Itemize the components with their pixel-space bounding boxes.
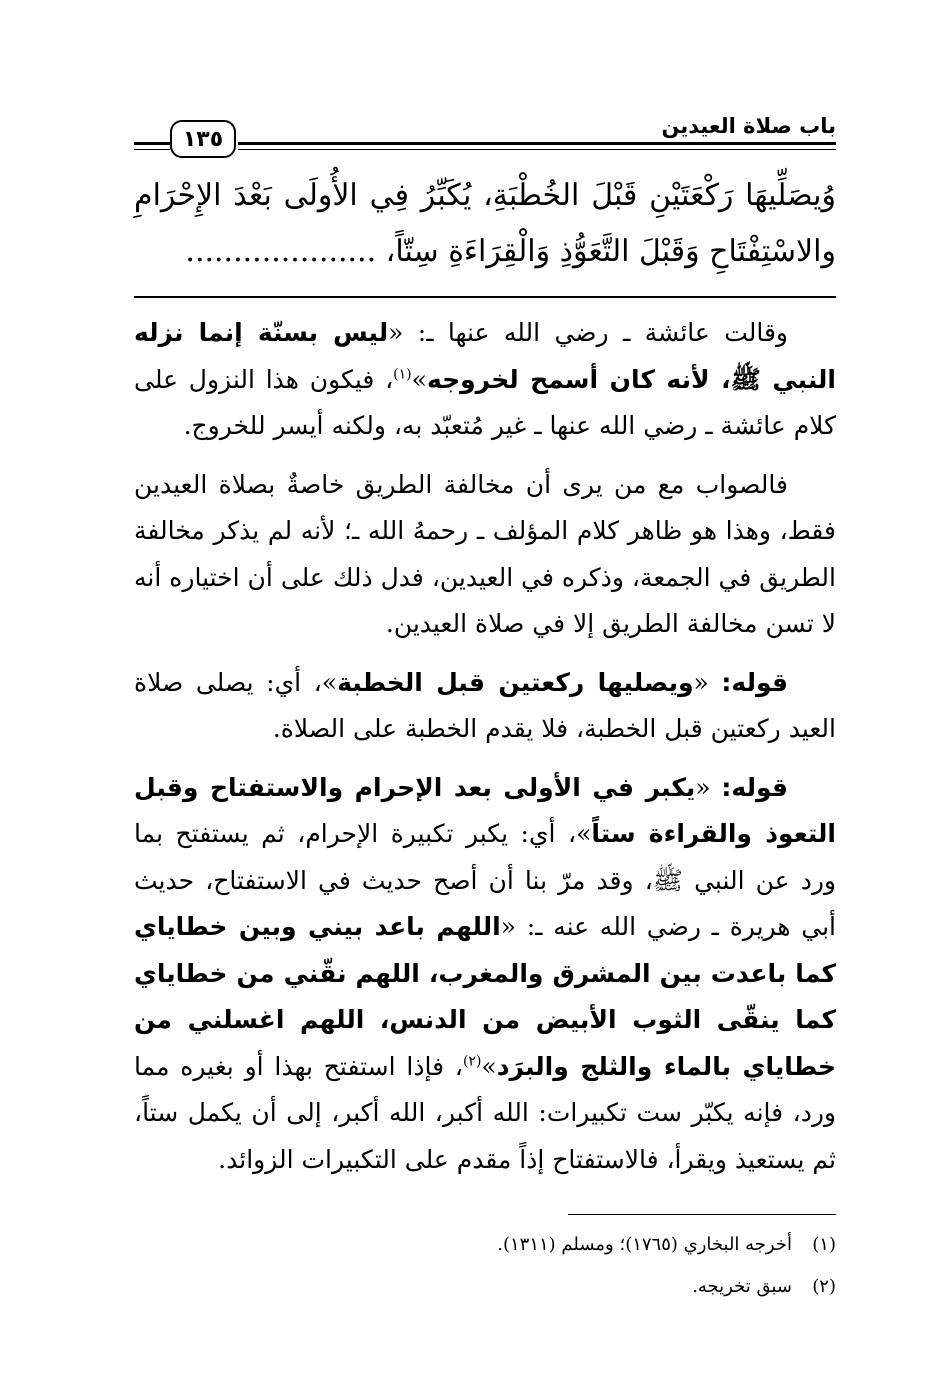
p4-text-a: « xyxy=(695,772,722,802)
header-rule-left xyxy=(134,142,170,145)
p4-hadith: اللهم باعد بيني وبين خطاياي كما باعدت بين المشرق والمغرب، اللهم نقّني من خطاياي كما ينقّى الثوب الأبيض من الدنس، اللهم اغسلني من خطاياي بالماء والثلج والبرَد xyxy=(134,912,836,1081)
p3-text-a: « xyxy=(693,667,722,697)
p1-text-c: » xyxy=(411,364,427,394)
p3-keyword: قوله: xyxy=(721,667,788,697)
header-rule xyxy=(238,142,836,145)
paragraph-1 xyxy=(134,310,836,450)
header-rule-thin xyxy=(238,149,836,150)
commentary xyxy=(134,310,836,1195)
footnote-2 xyxy=(134,1266,836,1308)
p1-text-a: وقالت عائشة ـ رضي الله عنها ـ: « xyxy=(388,318,789,347)
paragraph-4 xyxy=(134,765,836,1184)
footnote-text: أخرجه البخاري (١٧٦٥)؛ ومسلم (١٣١١). xyxy=(497,1234,792,1255)
footnote-text: سبق تخريجه. xyxy=(692,1276,792,1297)
p3-text-c: »، أي: يصلى صلاة العيد ركعتين قبل الخطبة، فلا يقدم الخطبة على الصلاة. xyxy=(134,667,836,743)
paragraph-3 xyxy=(134,660,836,753)
p4-text-c: »، أي: يكبر تكبيرة الإحرام، ثم يستفتح بما ورد عن النبي ﷺ، وقد مرّ بنا أن أصح حديث في الاستفتاح، حديث أبي هريرة ـ رضي الله عنه ـ: « xyxy=(134,819,836,941)
footnote-divider xyxy=(568,1214,836,1215)
footnote-1 xyxy=(134,1224,836,1266)
p4-quote: يكبر في الأولى بعد الإحرام والاستفتاح وقبل التعوذ والقراءة ستاً xyxy=(134,772,836,848)
p4-keyword: قوله: xyxy=(721,772,788,802)
matn-divider xyxy=(134,296,836,298)
p1-quote: ليس بسنّة إنما نزله النبي ﷺ، لأنه كان أسمح لخروجه xyxy=(134,318,836,394)
paragraph-2: فالصواب مع من يرى أن مخالفة الطريق خاصةٌ بصلاة العيدين فقط، وهذا هو ظاهر كلام المؤلف ـ رحمهُ الله ـ؛ لأنه لم يذكر مخالفة الطريق في الجمعة، وذكره في العيدين، فدل ذلك على أن اختياره أنه لا تسن مخالفة الطريق إلا في صلاة العيدين. xyxy=(134,469,836,638)
p3-quote: ويصليها ركعتين قبل الخطبة xyxy=(337,667,694,697)
p1-text-d: ، فيكون هذا النزول على كلام عائشة ـ رضي الله عنها ـ غير مُتعبّد به، ولكنه أيسر للخروج. xyxy=(134,364,836,440)
matn-line-2: والاسْتِفْتَاحِ وَقَبْلَ التَّعَوُّذِ وَالْقِرَاءَةِ سِتّاً، .................... xyxy=(185,234,836,269)
p4-text-e: » xyxy=(481,1051,497,1081)
footnote-number: (٢) xyxy=(812,1276,836,1297)
matn-line-1: وُيصَلِّيهَا رَكْعَتَيْنِ قَبْلَ الخُطْبَةِ، يُكَبِّرُ فِي الأُولَى بَعْدَ الإِحْرَامِ xyxy=(134,178,836,213)
footnote-number: (١) xyxy=(812,1234,836,1255)
p4-text-f: ، فإذا استفتح بهذا أو بغيره مما ورد، فإنه يكبّر ست تكبيرات: الله أكبر، الله أكبر، إلى أن يكمل ستاً، ثم يستعيذ ويقرأ، فالاستفتاح إذاً مقدم على التكبيرات الزوائد. xyxy=(134,1051,836,1174)
footnote-ref-1: (١) xyxy=(393,366,412,383)
chapter-title: باب صلاة العيدين xyxy=(661,114,836,138)
header-rule-left-thin xyxy=(134,149,170,150)
footnotes xyxy=(134,1224,836,1308)
matn-text xyxy=(134,168,836,280)
footnote-ref-2: (٢) xyxy=(462,1053,482,1070)
page-number: ١٣٥ xyxy=(170,120,236,158)
